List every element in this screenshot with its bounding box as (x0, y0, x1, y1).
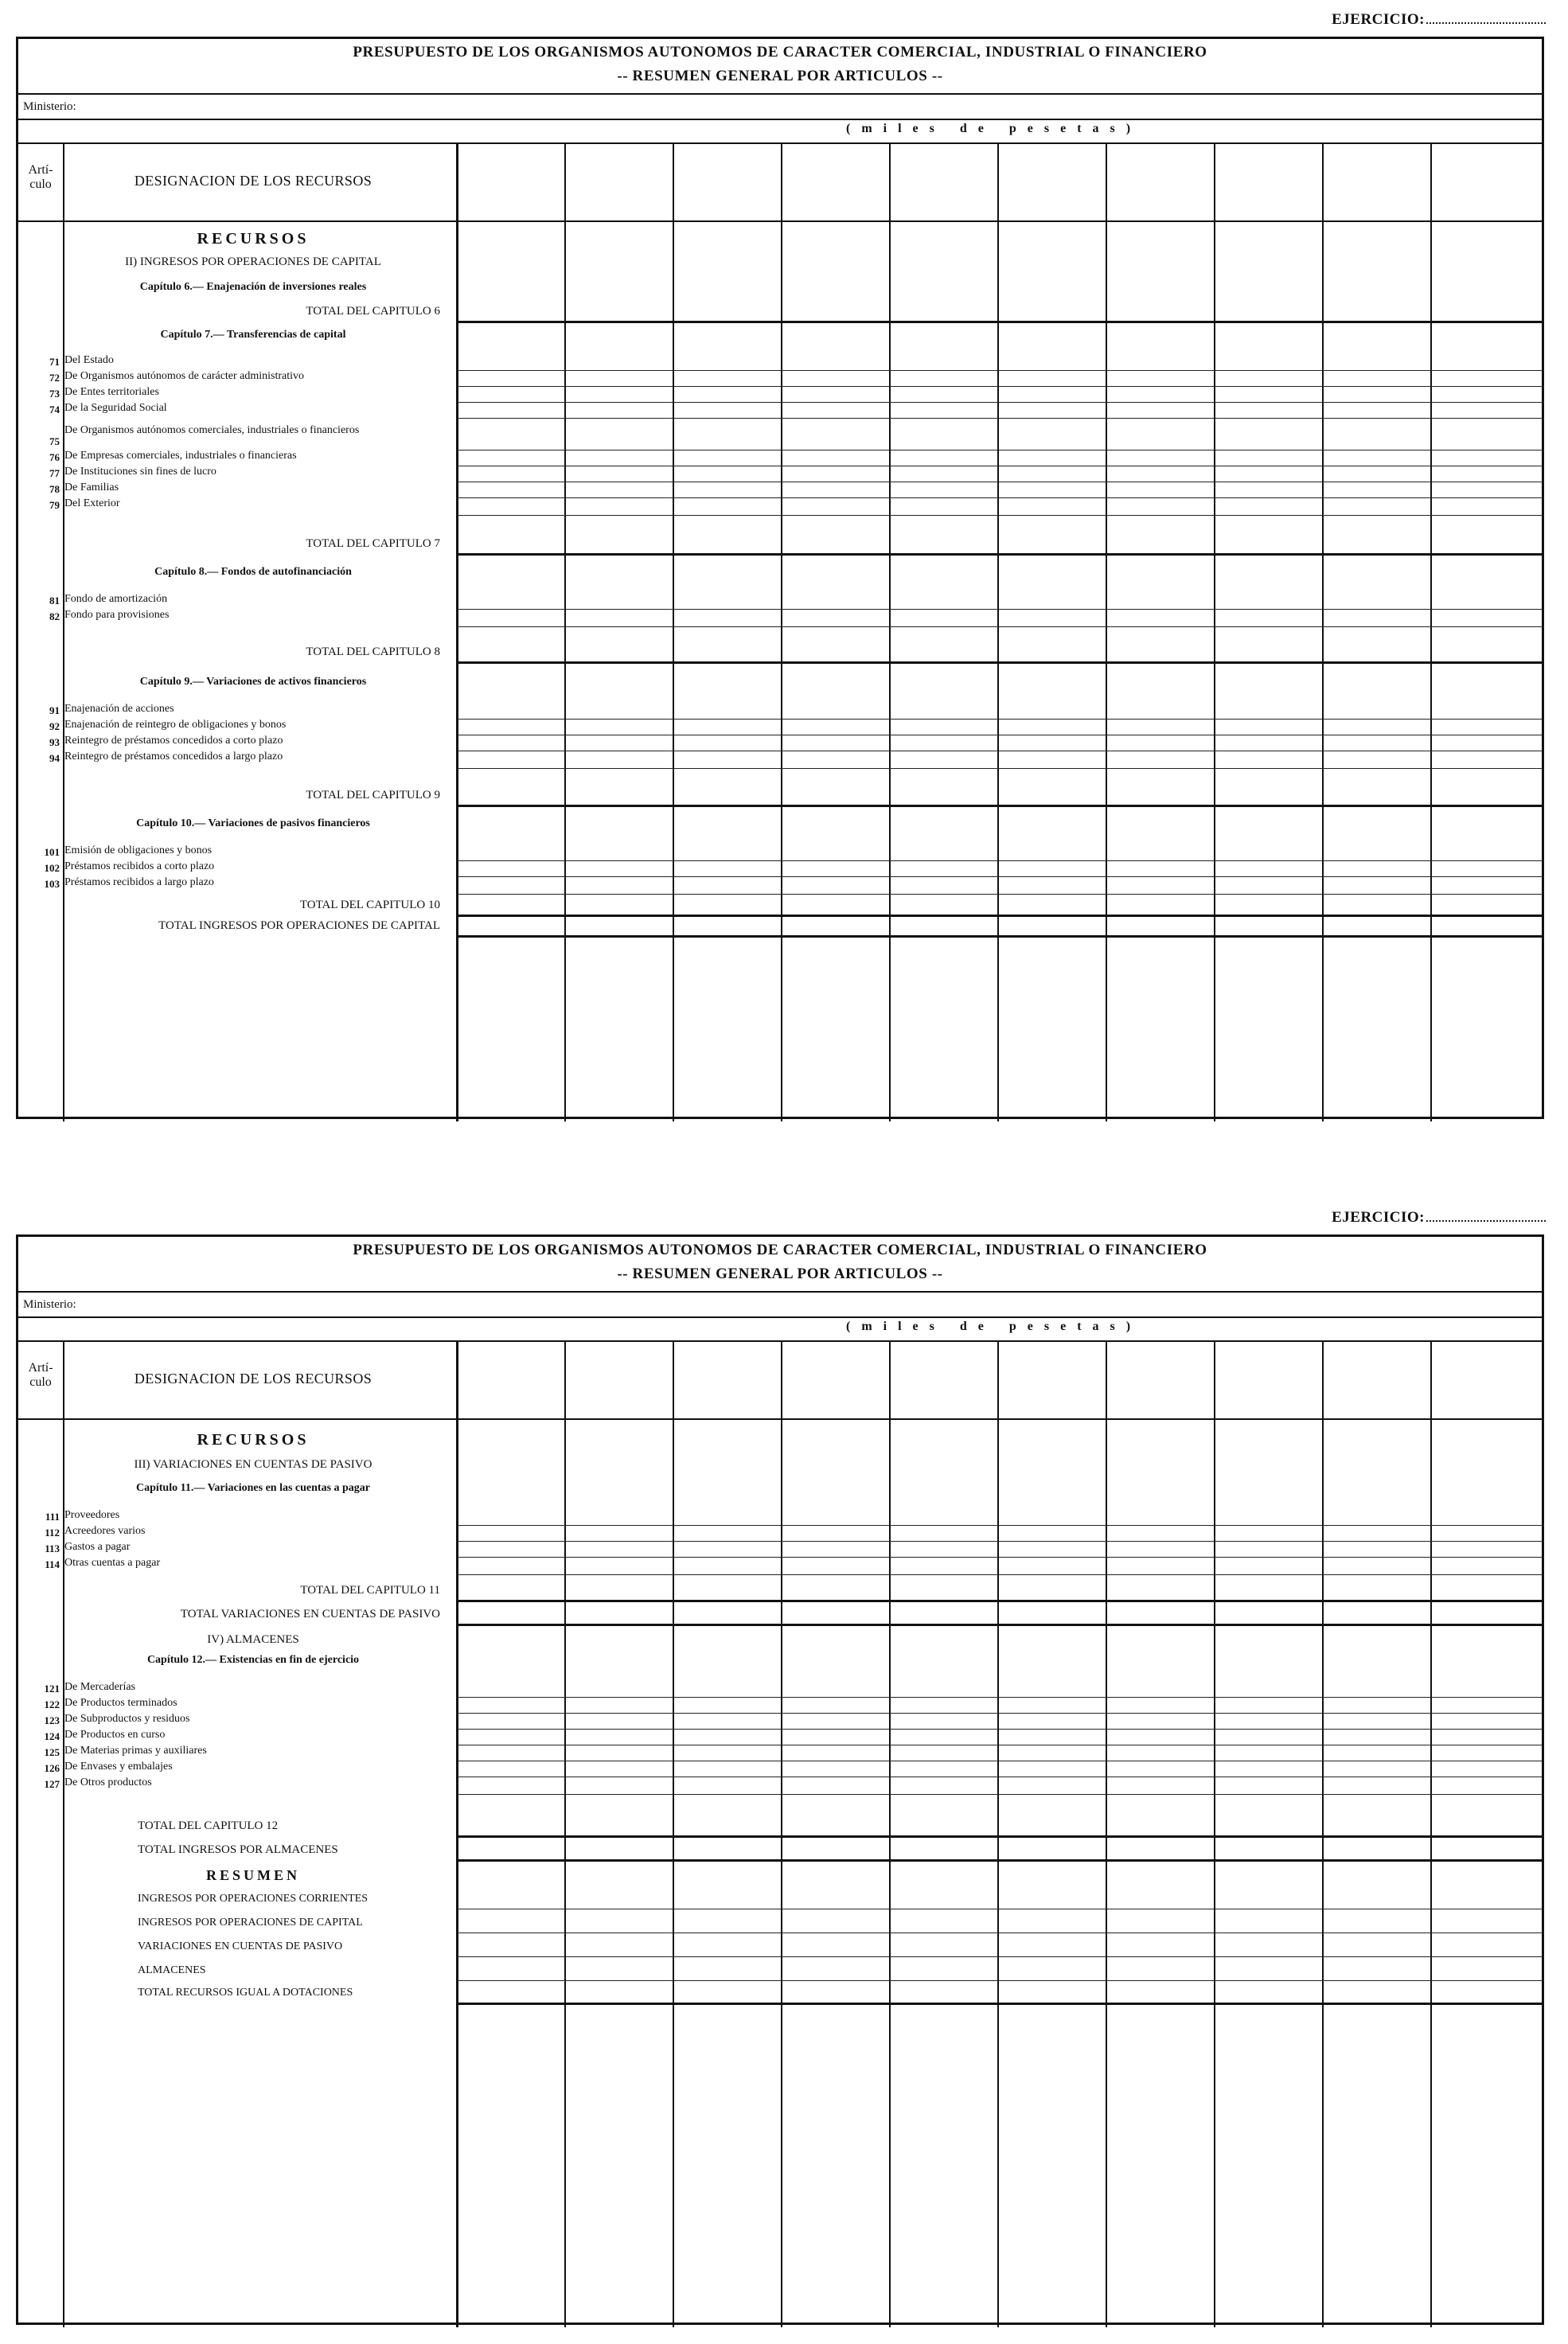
col-divider (1322, 1342, 1324, 2327)
ejercicio-field[interactable] (1332, 1209, 1546, 1227)
chapter-total: TOTAL DEL CAPITULO 6 (306, 305, 440, 318)
row-rule (458, 1835, 1542, 1838)
units-label: (miles de pesetas) (846, 1320, 1142, 1333)
recursos-heading: RECURSOS (197, 230, 310, 248)
row-rule (458, 2003, 1542, 2005)
article-code: 126 (44, 1762, 60, 1774)
article-code: 75 (49, 435, 60, 447)
row-rule (458, 1600, 1542, 1602)
chapter-heading: Capítulo 7.— Transferencias de capital (160, 329, 346, 341)
row-rule (458, 497, 1542, 498)
resumen-item: ALMACENES (138, 1964, 206, 1976)
row-rule (458, 370, 1542, 371)
col-divider (456, 1342, 458, 2327)
col-divider (889, 1342, 891, 2327)
col-divider (673, 1342, 674, 2327)
row-rule (458, 402, 1542, 403)
article-label: Préstamos recibidos a largo plazo (64, 876, 214, 888)
article-code: 78 (49, 483, 60, 495)
article-label: Fondo para provisiones (64, 609, 170, 621)
col-designacion-header: DESIGNACION DE LOS RECURSOS (134, 173, 372, 189)
row-rule (458, 1624, 1542, 1626)
section-heading: III) VARIACIONES EN CUENTAS DE PASIVO (134, 1458, 372, 1471)
article-code: 76 (49, 451, 60, 463)
row-rule (458, 935, 1542, 938)
article-label: De Organismos autónomos de carácter administrativo (64, 370, 305, 382)
col-articulo-header: Artí-culo (28, 163, 53, 191)
article-label: De Envases y embalajes (64, 1761, 173, 1773)
form-subtitle: -- RESUMEN GENERAL POR ARTICULOS -- (617, 68, 943, 84)
article-label: De Instituciones sin fines de lucro (64, 466, 216, 478)
row-rule (458, 1541, 1542, 1542)
article-code: 111 (45, 1511, 60, 1523)
col-divider (1322, 144, 1324, 1121)
article-label: Emisión de obligaciones y bonos (64, 844, 213, 856)
article-code: 113 (45, 1543, 60, 1554)
col-divider (1214, 1342, 1215, 2327)
col-divider (673, 144, 674, 1121)
col-divider (63, 144, 64, 1121)
col-divider (564, 1342, 566, 2327)
form-frame (16, 37, 1544, 1119)
article-code: 91 (49, 704, 60, 716)
row-rule (458, 321, 1542, 323)
units-label: (miles de pesetas) (846, 122, 1142, 135)
chapter-total: TOTAL DEL CAPITULO 7 (306, 537, 440, 550)
ejercicio-blank[interactable] (1426, 1220, 1546, 1222)
article-code: 127 (44, 1778, 60, 1790)
resumen-item: INGRESOS POR OPERACIONES CORRIENTES (138, 1893, 368, 1905)
row-rule (458, 661, 1542, 664)
row-rule (458, 860, 1542, 861)
grand-total: TOTAL RECURSOS IGUAL A DOTACIONES (138, 1987, 353, 1999)
row-rule (458, 1956, 1542, 1957)
col-divider (1106, 144, 1107, 1121)
col-divider (1430, 144, 1432, 1121)
article-code: 79 (49, 499, 60, 511)
article-code: 71 (49, 356, 60, 368)
article-label: Enajenación de reintegro de obligaciones y bonos (64, 719, 287, 731)
form-page-2 (0, 1198, 1568, 2344)
units-row (18, 120, 1542, 144)
article-label: Fondo de amortización (64, 593, 168, 605)
row-rule (458, 768, 1542, 769)
col-divider (889, 144, 891, 1121)
article-label: De Productos terminados (64, 1697, 177, 1709)
row-rule (458, 894, 1542, 895)
article-code: 74 (49, 404, 60, 415)
article-code: 112 (45, 1527, 60, 1539)
row-rule (458, 915, 1542, 917)
ejercicio-label: EJERCICIO: (1332, 1209, 1425, 1226)
article-code: 81 (49, 595, 60, 606)
article-label: Enajenación de acciones (64, 703, 174, 715)
resources-grid (18, 1342, 1542, 2327)
resumen-item: VARIACIONES EN CUENTAS DE PASIVO (138, 1940, 343, 1952)
row-rule (458, 418, 1542, 419)
chapter-total: TOTAL DEL CAPITULO 11 (300, 1584, 440, 1597)
article-code: 103 (44, 878, 60, 890)
form-title: PRESUPUESTO DE LOS ORGANISMOS AUTONOMOS DE CARACTER COMERCIAL, INDUSTRIAL O FINANCIERO (353, 44, 1207, 60)
article-code: 77 (49, 467, 60, 479)
ejercicio-blank[interactable] (1426, 22, 1546, 24)
col-divider (63, 1342, 64, 2327)
chapter-heading: Capítulo 10.— Variaciones de pasivos financieros (136, 817, 370, 829)
article-label: De la Seguridad Social (64, 402, 167, 414)
article-label: De Familias (64, 482, 119, 493)
ministerio-field[interactable]: Ministerio: (18, 1293, 1542, 1318)
chapter-heading: Capítulo 6.— Enajenación de inversiones reales (139, 281, 367, 293)
resumen-heading: RESUMEN (205, 1867, 300, 1883)
chapter-heading: Capítulo 11.— Variaciones en las cuentas a pagar (135, 1482, 371, 1494)
row-rule (458, 719, 1542, 720)
col-divider (1214, 144, 1215, 1121)
article-code: 125 (44, 1746, 60, 1758)
col-divider (997, 144, 999, 1121)
column-header-row (18, 1342, 1542, 1420)
col-divider (781, 1342, 782, 2327)
form-page-1 (0, 0, 1568, 1146)
row-rule (458, 1729, 1542, 1730)
article-label: De Empresas comerciales, industriales o financieras (64, 450, 297, 462)
article-label: De Entes territoriales (64, 386, 159, 398)
row-rule (458, 515, 1542, 516)
resumen-item: INGRESOS POR OPERACIONES DE CAPITAL (138, 1917, 363, 1929)
row-rule (458, 1557, 1542, 1558)
article-code: 122 (44, 1699, 60, 1710)
row-rule (458, 1980, 1542, 1981)
article-label: De Organismos autónomos comerciales, industriales o financieros (64, 424, 360, 436)
form-title-box (18, 1237, 1542, 1293)
article-code: 72 (49, 372, 60, 384)
form-title-box (18, 39, 1542, 95)
article-code: 124 (44, 1730, 60, 1742)
col-divider (1430, 1342, 1432, 2327)
row-rule (458, 805, 1542, 807)
row-rule (458, 1794, 1542, 1795)
chapter-heading: Capítulo 8.— Fondos de autofinanciación (154, 566, 352, 578)
col-articulo-header: Artí-culo (28, 1361, 53, 1389)
resources-grid (18, 144, 1542, 1121)
article-label: De Mercaderías (64, 1681, 136, 1693)
article-label: Proveedores (64, 1509, 120, 1521)
article-code: 94 (49, 752, 60, 764)
col-designacion-header: DESIGNACION DE LOS RECURSOS (134, 1371, 372, 1387)
article-label: Reintegro de préstamos concedidos a corto plazo (64, 735, 283, 747)
article-label: De Otros productos (64, 1777, 152, 1788)
section-heading: IV) ALMACENES (207, 1633, 299, 1646)
row-rule (458, 1574, 1542, 1575)
col-divider (564, 144, 566, 1121)
chapter-total: TOTAL DEL CAPITULO 9 (306, 789, 440, 801)
ejercicio-label: EJERCICIO: (1332, 11, 1425, 28)
article-label: Otras cuentas a pagar (64, 1557, 161, 1569)
form-title: PRESUPUESTO DE LOS ORGANISMOS AUTONOMOS DE CARACTER COMERCIAL, INDUSTRIAL O FINANCIERO (353, 1242, 1207, 1258)
grand-total: TOTAL INGRESOS POR OPERACIONES DE CAPITAL (158, 919, 440, 932)
units-row (18, 1318, 1542, 1342)
ministerio-field[interactable]: Ministerio: (18, 95, 1542, 120)
recursos-heading: RECURSOS (197, 1431, 310, 1449)
article-label: Del Estado (64, 354, 114, 366)
section-heading: II) INGRESOS POR OPERACIONES DE CAPITAL (125, 255, 381, 268)
col-divider (1106, 1342, 1107, 2327)
article-label: Préstamos recibidos a corto plazo (64, 860, 215, 872)
chapter-total: TOTAL DEL CAPITULO 12 (138, 1819, 279, 1832)
row-rule (458, 876, 1542, 877)
article-label: Del Exterior (64, 497, 120, 509)
col-divider (997, 1342, 999, 2327)
article-code: 121 (44, 1683, 60, 1695)
row-rule (458, 386, 1542, 387)
article-code: 114 (45, 1558, 60, 1570)
chapter-heading: Capítulo 9.— Variaciones de activos financieros (139, 676, 367, 688)
article-code: 123 (44, 1714, 60, 1726)
article-label: Reintegro de préstamos concedidos a largo plazo (64, 751, 283, 762)
section-total: TOTAL VARIACIONES EN CUENTAS DE PASIVO (180, 1608, 440, 1621)
chapter-total: TOTAL DEL CAPITULO 10 (299, 899, 440, 911)
row-rule (458, 626, 1542, 627)
col-divider (781, 144, 782, 1121)
article-code: 101 (44, 846, 60, 858)
article-code: 102 (44, 862, 60, 874)
article-label: Acreedores varios (64, 1525, 146, 1537)
article-label: De Productos en curso (64, 1729, 166, 1741)
article-code: 92 (49, 720, 60, 732)
row-rule (458, 1525, 1542, 1526)
article-code: 93 (49, 736, 60, 748)
section-total: TOTAL INGRESOS POR ALMACENES (138, 1843, 338, 1856)
chapter-total: TOTAL DEL CAPITULO 8 (306, 645, 440, 658)
form-subtitle: -- RESUMEN GENERAL POR ARTICULOS -- (617, 1266, 943, 1282)
article-label: Gastos a pagar (64, 1541, 131, 1553)
article-label: De Materias primas y auxiliares (64, 1745, 207, 1757)
ejercicio-field[interactable] (1332, 11, 1546, 29)
row-rule (458, 1697, 1542, 1698)
row-rule (458, 1713, 1542, 1714)
row-rule (458, 609, 1542, 610)
row-rule (458, 1859, 1542, 1862)
article-code: 82 (49, 610, 60, 622)
article-code: 73 (49, 388, 60, 400)
article-label: De Subproductos y residuos (64, 1713, 190, 1725)
form-frame (16, 1234, 1544, 2325)
chapter-heading: Capítulo 12.— Existencias en fin de ejercicio (146, 1654, 360, 1666)
row-rule (458, 553, 1542, 556)
column-header-row (18, 144, 1542, 222)
col-divider (456, 144, 458, 1121)
